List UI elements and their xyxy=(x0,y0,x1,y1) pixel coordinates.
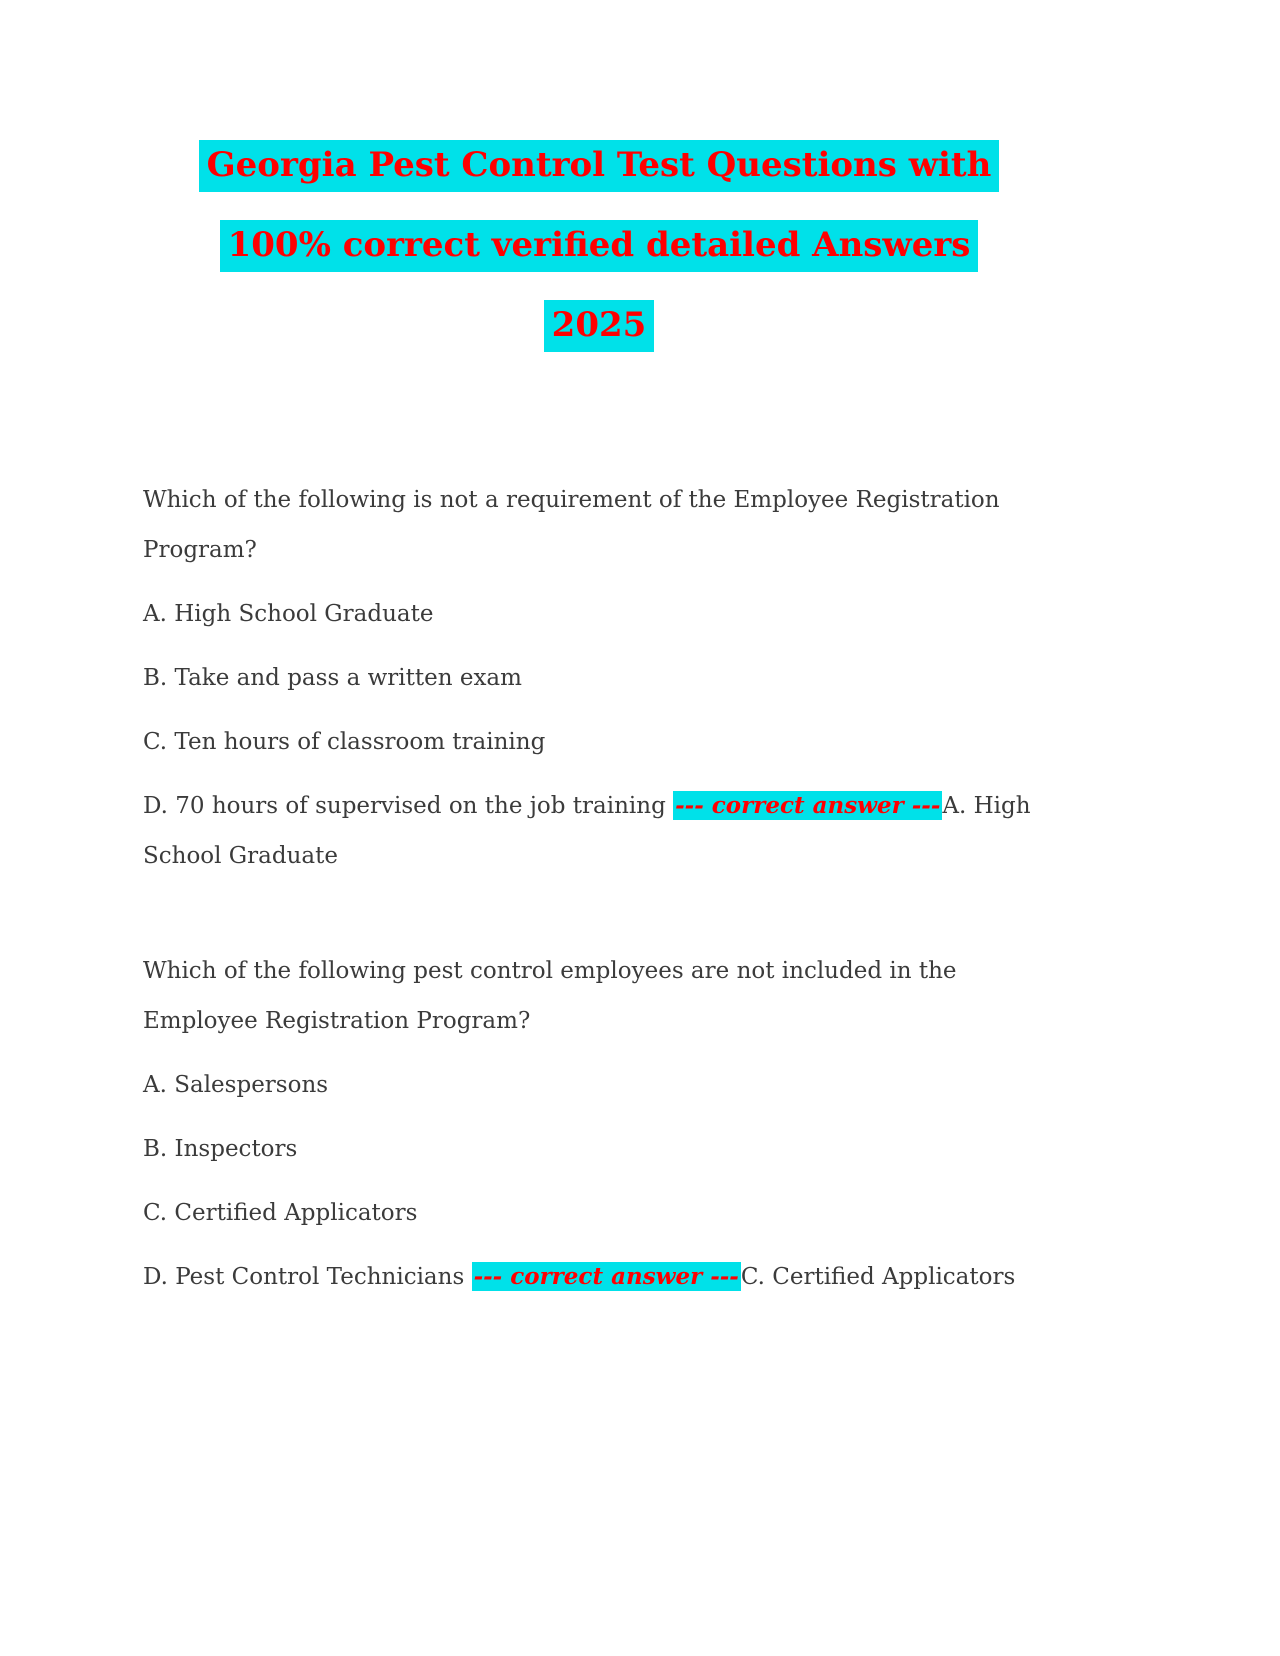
question-block-1 xyxy=(143,475,1055,881)
option-d-with-answer xyxy=(143,1252,1055,1302)
question-text: Which of the following pest control employees are not included in the Employee Registration Program? xyxy=(143,957,957,1034)
title-line-3: 2025 xyxy=(544,300,655,352)
correct-answer-text: C. Certified Applicators xyxy=(740,1263,1016,1290)
option-b: B. Take and pass a written exam xyxy=(143,664,522,691)
correct-answer-marker: --- correct answer --- xyxy=(675,791,941,819)
question-block-2 xyxy=(143,946,1055,1302)
option-b: B. Inspectors xyxy=(143,1135,298,1162)
correct-answer-text: A. High School Graduate xyxy=(143,792,1031,869)
option-d-text: D. Pest Control Technicians xyxy=(143,1263,472,1290)
option-d-text: D. 70 hours of supervised on the job training xyxy=(143,792,674,819)
option-c: C. Ten hours of classroom training xyxy=(143,728,546,755)
option-d-with-answer xyxy=(143,781,1055,881)
correct-answer-marker: --- correct answer --- xyxy=(473,1262,739,1290)
title-line-1: Georgia Pest Control Test Questions with xyxy=(199,140,1000,192)
title-line-2: 100% correct verified detailed Answers xyxy=(220,220,979,272)
option-c: C. Certified Applicators xyxy=(143,1199,418,1226)
option-a: A. Salespersons xyxy=(143,1071,329,1098)
document-title xyxy=(143,140,1055,380)
question-text: Which of the following is not a requirement of the Employee Registration Program? xyxy=(143,486,1000,563)
option-a: A. High School Graduate xyxy=(143,600,434,627)
